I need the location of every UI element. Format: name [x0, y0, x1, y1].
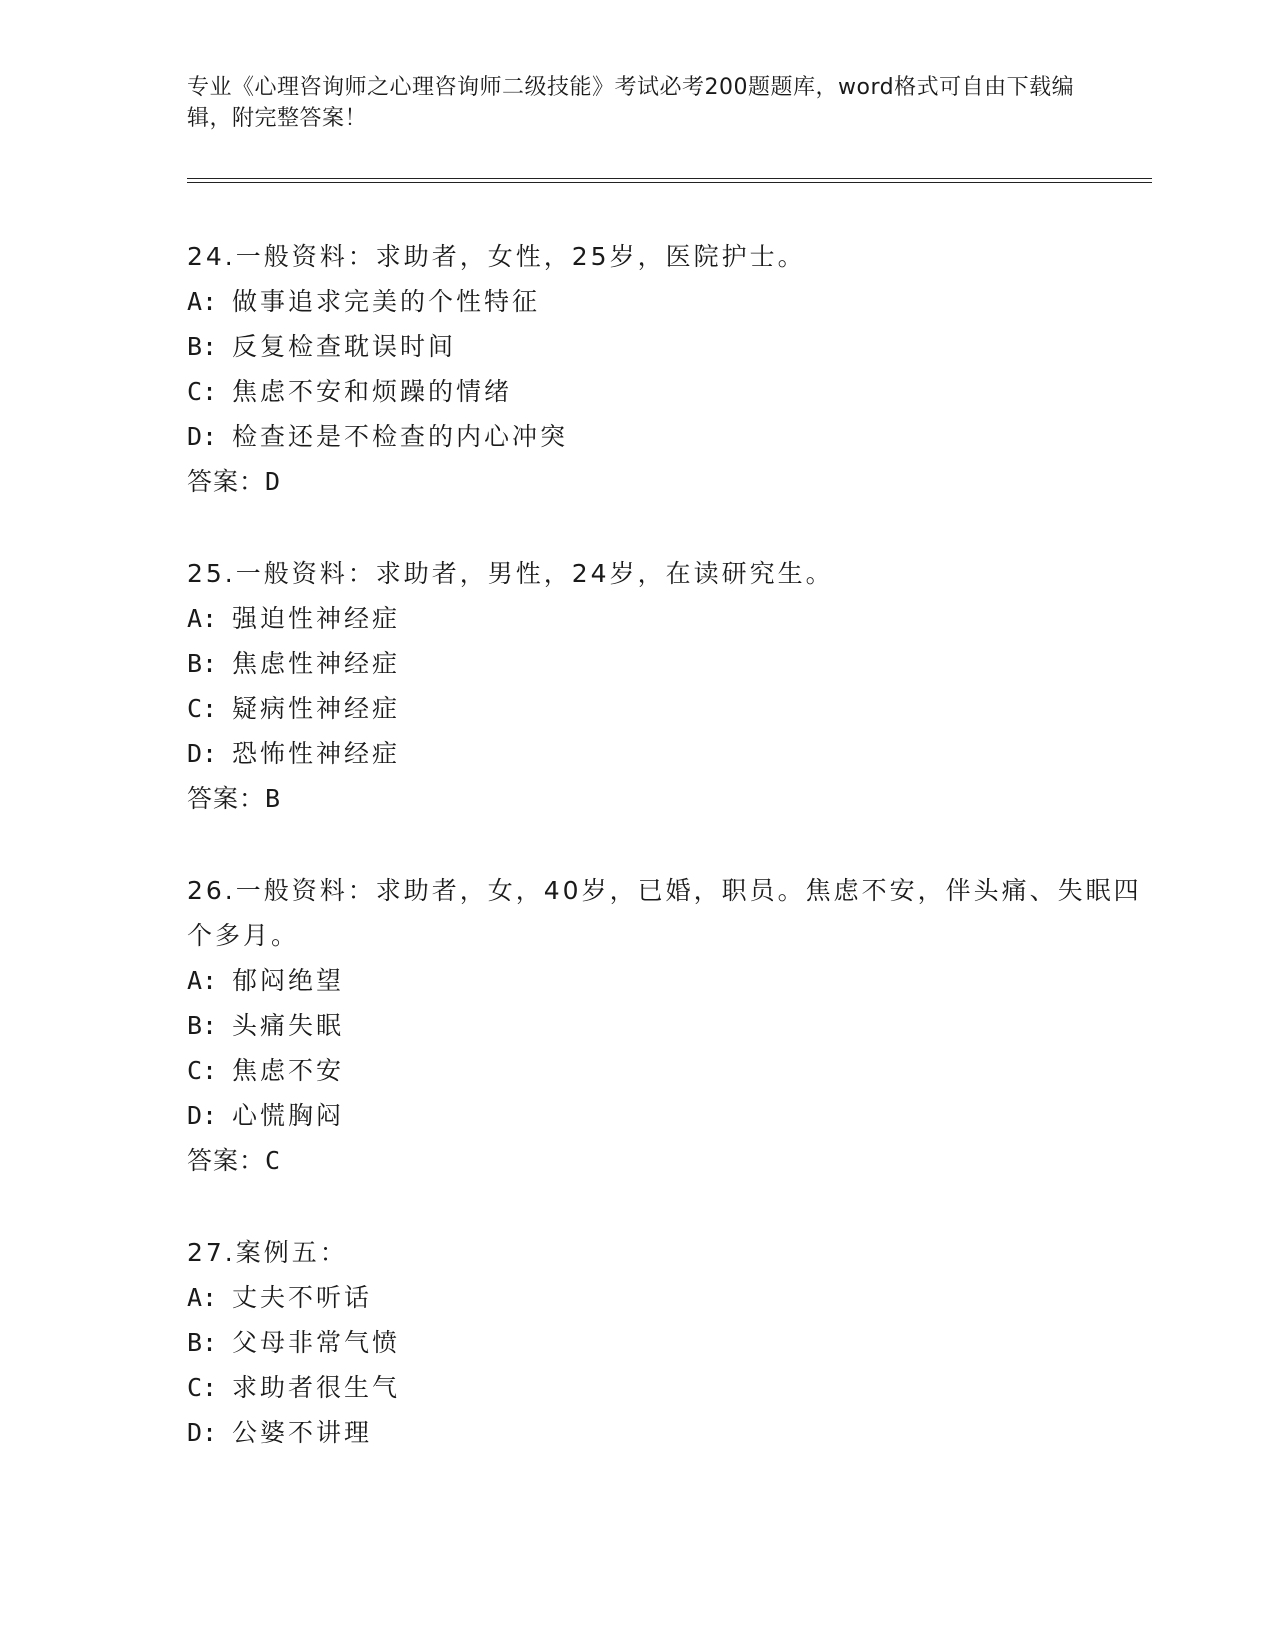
option-text: 焦虑不安: [232, 1056, 345, 1085]
question-stem: 26.一般资料：求助者，女，40岁，已婚，职员。焦虑不安，伴头痛、失眠四个多月。: [187, 876, 1142, 950]
option-text: 做事追求完美的个性特征: [232, 287, 541, 316]
option-letter: A:: [187, 287, 218, 316]
answer-line: [187, 459, 1147, 504]
option-letter: D:: [187, 1418, 218, 1447]
answer-label: 答案：: [187, 784, 266, 813]
option-text: 丈夫不听话: [232, 1283, 373, 1312]
question-24: [187, 234, 1147, 504]
option-b: [187, 1320, 1147, 1365]
option-a: [187, 958, 1147, 1003]
option-text: 反复检查耽误时间: [232, 332, 457, 361]
question-stem: 24.一般资料：求助者，女性，25岁，医院护士。: [187, 242, 806, 271]
header-divider-top: [187, 178, 1152, 179]
option-c: [187, 1048, 1147, 1093]
question-stem: 25.一般资料：求助者，男性，24岁，在读研究生。: [187, 559, 834, 588]
option-c: [187, 369, 1147, 414]
question-25: [187, 551, 1147, 821]
option-letter: D:: [187, 1101, 218, 1130]
option-letter: C:: [187, 694, 218, 723]
option-letter: C:: [187, 1056, 218, 1085]
question-26: [187, 868, 1147, 1183]
option-a: [187, 1275, 1147, 1320]
answer-line: [187, 1138, 1147, 1183]
option-letter: B:: [187, 332, 218, 361]
question-stem: 27.案例五：: [187, 1238, 348, 1267]
option-text: 恐怖性神经症: [232, 739, 401, 768]
option-text: 郁闷绝望: [232, 966, 345, 995]
option-d: [187, 414, 1147, 459]
option-d: [187, 731, 1147, 776]
answer-label: 答案：: [187, 467, 266, 496]
option-text: 检查还是不检查的内心冲突: [232, 422, 569, 451]
option-letter: B:: [187, 1011, 218, 1040]
option-letter: A:: [187, 1283, 218, 1312]
option-letter: A:: [187, 966, 218, 995]
option-letter: C:: [187, 377, 218, 406]
option-text: 心慌胸闷: [232, 1101, 345, 1130]
option-b: [187, 641, 1147, 686]
option-d: [187, 1410, 1147, 1455]
answer-label: 答案：: [187, 1146, 266, 1175]
option-a: [187, 596, 1147, 641]
option-letter: A:: [187, 604, 218, 633]
answer-value: B: [265, 784, 282, 813]
option-d: [187, 1093, 1147, 1138]
header-divider-bottom: [187, 182, 1152, 183]
answer-value: C: [265, 1146, 282, 1175]
option-c: [187, 1365, 1147, 1410]
option-letter: D:: [187, 422, 218, 451]
option-text: 父母非常气愤: [232, 1328, 401, 1357]
option-letter: D:: [187, 739, 218, 768]
question-list: [187, 234, 1147, 1502]
option-text: 强迫性神经症: [232, 604, 401, 633]
option-b: [187, 1003, 1147, 1048]
option-c: [187, 686, 1147, 731]
question-27: [187, 1230, 1147, 1455]
option-text: 焦虑性神经症: [232, 649, 401, 678]
option-text: 疑病性神经症: [232, 694, 401, 723]
document-header: 专业《心理咨询师之心理咨询师二级技能》考试必考200题题库，word格式可自由下载编辑，附完整答案！: [187, 75, 1075, 131]
option-text: 公婆不讲理: [232, 1418, 373, 1447]
option-a: [187, 279, 1147, 324]
option-b: [187, 324, 1147, 369]
option-letter: B:: [187, 1328, 218, 1357]
option-letter: C:: [187, 1373, 218, 1402]
answer-line: [187, 776, 1147, 821]
option-text: 求助者很生气: [232, 1373, 401, 1402]
answer-value: D: [265, 467, 282, 496]
option-letter: B:: [187, 649, 218, 678]
option-text: 头痛失眠: [232, 1011, 345, 1040]
option-text: 焦虑不安和烦躁的情绪: [232, 377, 513, 406]
